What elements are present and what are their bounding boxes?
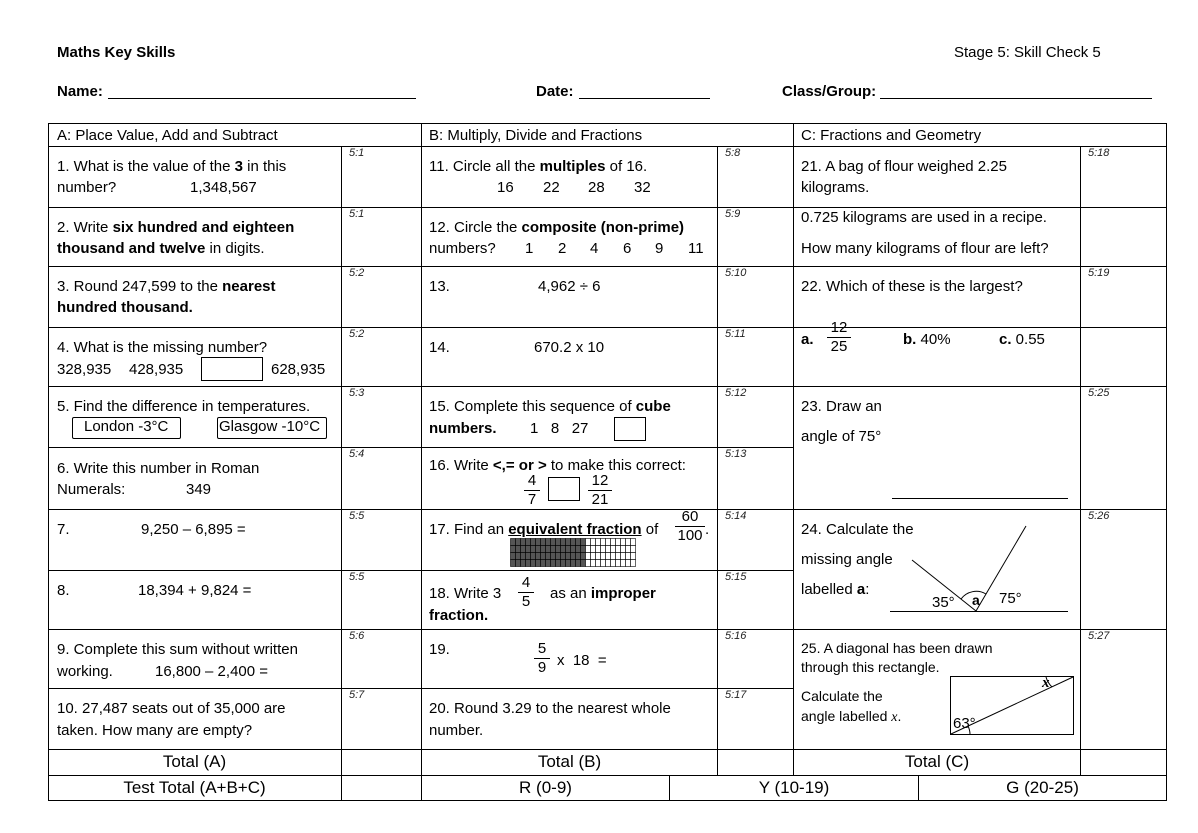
skill-code: 5:12: [725, 387, 747, 399]
q10-text-2: taken. How many are empty?: [57, 722, 253, 739]
q4-number-3: 628,935: [271, 361, 326, 378]
q25-text: 25. A diagonal has been drawn: [801, 640, 993, 656]
total-c-field[interactable]: [1081, 750, 1166, 775]
band-green-label: G (20-25): [1006, 778, 1079, 797]
skill-code: 5:9: [725, 208, 741, 220]
skill-code: 5:10: [725, 267, 747, 279]
q17-period: .: [705, 521, 710, 538]
skill-code: 5:15: [725, 571, 747, 583]
q25-text-3: Calculate the: [801, 688, 883, 704]
q12-option[interactable]: 4: [590, 240, 599, 257]
total-a-field[interactable]: [342, 750, 421, 775]
stage-label: Stage 5: Skill Check 5: [954, 44, 1101, 61]
q25-angle-63: 63°: [953, 715, 976, 732]
q24-text-2: missing angle: [801, 551, 893, 568]
skill-code: 5:8: [725, 147, 741, 159]
q9-text: 9. Complete this sum without written: [57, 641, 298, 658]
total-c-label: Total (C): [904, 752, 970, 771]
skill-code: 5:4: [349, 448, 365, 460]
skill-code: 5:3: [349, 387, 365, 399]
q15-sequence: 1 8 27: [530, 420, 589, 437]
worksheet-title: Maths Key Skills: [57, 44, 176, 61]
skill-code: 5:1: [349, 147, 365, 159]
q1-text-2: number?: [57, 179, 117, 196]
band-red-label: R (0-9): [519, 778, 572, 797]
q2-text: 2. Write six hundred and eighteen: [57, 219, 295, 236]
q12-option[interactable]: 6: [623, 240, 632, 257]
q6-number: 349: [186, 481, 212, 498]
skill-code: 5:5: [349, 571, 365, 583]
q25-text-4: angle labelled x.: [801, 708, 902, 725]
test-total-field[interactable]: [342, 776, 421, 800]
q17-text: 17. Find an equivalent fraction of: [429, 521, 659, 538]
total-b-field[interactable]: [718, 750, 793, 775]
skill-code: 5:27: [1088, 630, 1110, 642]
q6-text-2: Numerals:: [57, 481, 126, 498]
q12-text-2: numbers?: [429, 240, 496, 257]
skill-code: 5:2: [349, 328, 365, 340]
total-a-label: Total (A): [162, 752, 227, 771]
section-c-header: C: Fractions and Geometry: [801, 127, 982, 144]
q11-option[interactable]: 22: [543, 179, 560, 196]
q24-angle-a: a: [972, 592, 980, 608]
q21-text-4: How many kilograms of flour are left?: [801, 240, 1049, 257]
q23-text-2: angle of 75°: [801, 428, 882, 445]
q11-option[interactable]: 28: [588, 179, 605, 196]
q16-text: 16. Write <,= or > to make this correct:: [429, 457, 686, 474]
q24-angle-35: 35°: [932, 594, 955, 611]
q17-fraction: $\frac{60}{100}$: [675, 508, 705, 545]
q14-expression: 670.2 x 10: [534, 339, 605, 356]
q4-number-2: 428,935: [129, 361, 184, 378]
q5-text: 5. Find the difference in temperatures.: [57, 398, 311, 415]
q5-city-2: Glasgow -10°C: [219, 418, 321, 435]
q3-text-2: hundred thousand.: [57, 299, 193, 316]
q24-angle-75: 75°: [999, 590, 1022, 607]
total-b-label: Total (B): [537, 752, 602, 771]
q20-text-2: number.: [429, 722, 484, 739]
q7-text: 7.: [57, 521, 70, 538]
q1-text: 1. What is the value of the 3 in this: [57, 158, 287, 175]
q24-text-3: labelled a:: [801, 581, 870, 598]
q15-text: 15. Complete this sequence of cube: [429, 398, 671, 415]
q21-text: 21. A bag of flour weighed 2.25: [801, 158, 1007, 175]
skill-code: 5:26: [1088, 510, 1110, 522]
skill-code: 5:14: [725, 510, 747, 522]
q18-fraction: $\frac{4}{5}$: [518, 574, 534, 611]
skill-code: 5:13: [725, 448, 747, 460]
q22-option-b: b. 40%: [903, 331, 951, 348]
q14-text: 14.: [429, 339, 450, 356]
q24-text: 24. Calculate the: [801, 521, 914, 538]
q11-option[interactable]: 16: [497, 179, 514, 196]
q15-text-2: numbers.: [429, 420, 497, 437]
q9-text-2: working.: [57, 663, 113, 680]
q23-text: 23. Draw an: [801, 398, 882, 415]
skill-code: 5:18: [1088, 147, 1110, 159]
q2-text-2: thousand and twelve in digits.: [57, 240, 265, 257]
q18-text: 18. Write 3: [429, 585, 502, 602]
q21-text-3: 0.725 kilograms are used in a recipe.: [801, 209, 1047, 226]
q4-number-1: 328,935: [57, 361, 112, 378]
q5-city-1: London -3°C: [84, 418, 169, 435]
q4-text: 4. What is the missing number?: [57, 339, 268, 356]
skill-code: 5:17: [725, 689, 747, 701]
q3-text: 3. Round 247,599 to the nearest: [57, 278, 276, 295]
q7-expression: 9,250 – 6,895 =: [141, 521, 246, 538]
section-b-header: B: Multiply, Divide and Fractions: [429, 127, 643, 144]
class-label: Class/Group:: [782, 83, 877, 100]
q19-fraction: $\frac{5}{9}$: [534, 640, 550, 677]
q12-option[interactable]: 2: [558, 240, 567, 257]
q21-text-2: kilograms.: [801, 179, 870, 196]
q25-text-2: through this rectangle.: [801, 659, 940, 675]
q16-fraction-1: $\frac{4}{7}$: [524, 472, 540, 509]
q18-text-2: fraction.: [429, 607, 489, 624]
band-yellow-label: Y (10-19): [758, 778, 830, 797]
q9-expression: 16,800 – 2,400 =: [155, 663, 269, 680]
date-label: Date:: [536, 83, 574, 100]
skill-code: 5:11: [725, 328, 746, 340]
q12-text: 12. Circle the composite (non-prime): [429, 219, 685, 236]
skill-code: 5:25: [1088, 387, 1110, 399]
q11-option[interactable]: 32: [634, 179, 651, 196]
q11-text: 11. Circle all the multiples of 16.: [429, 158, 648, 175]
q22-text: 22. Which of these is the largest?: [801, 278, 1023, 295]
q20-text: 20. Round 3.29 to the nearest whole: [429, 700, 671, 717]
q6-text: 6. Write this number in Roman: [57, 460, 260, 477]
q22-option-a-label: a.: [801, 331, 814, 348]
q8-text: 8.: [57, 582, 70, 599]
skill-code: 5:19: [1088, 267, 1110, 279]
name-label: Name:: [57, 83, 103, 100]
skill-code: 5:16: [725, 630, 747, 642]
q25-angle-x: x: [1042, 675, 1050, 691]
skill-code: 5:6: [349, 630, 365, 642]
skill-code: 5:5: [349, 510, 365, 522]
skill-code: 5:7: [349, 689, 365, 701]
skill-code: 5:2: [349, 267, 365, 279]
q12-option[interactable]: 9: [655, 240, 664, 257]
q16-fraction-2: $\frac{12}{21}$: [588, 472, 612, 509]
section-a-header: A: Place Value, Add and Subtract: [57, 127, 278, 144]
q12-option[interactable]: 11: [688, 240, 704, 257]
skill-code: 5:1: [349, 208, 365, 220]
q1-number: 1,348,567: [190, 179, 257, 196]
q18-text-mid: as an improper: [550, 585, 656, 602]
q19-expression: x 18 =: [557, 652, 607, 669]
q8-expression: 18,394 + 9,824 =: [138, 582, 252, 599]
q13-expression: 4,962 ÷ 6: [538, 278, 601, 295]
test-total-label: Test Total (A+B+C): [123, 778, 266, 797]
q13-text: 13.: [429, 278, 450, 295]
q22-option-a-fraction: $\frac{12}{25}$: [827, 319, 851, 356]
q19-text: 19.: [429, 641, 450, 658]
q22-option-c: c. 0.55: [999, 331, 1045, 348]
q10-text: 10. 27,487 seats out of 35,000 are: [57, 700, 286, 717]
q12-option[interactable]: 1: [525, 240, 534, 257]
